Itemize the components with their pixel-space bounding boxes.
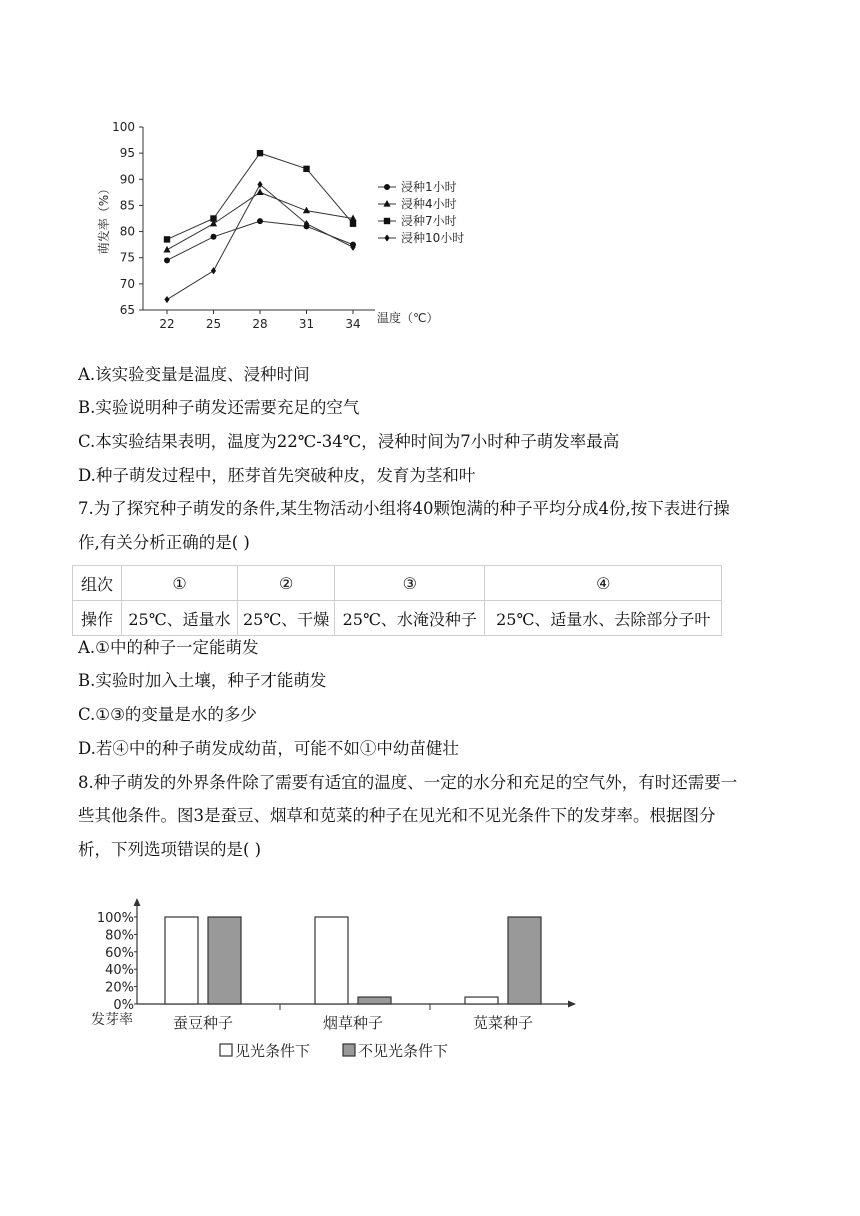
y-axis-label: 萌发率（%） xyxy=(97,182,111,255)
x-axis-label: 温度（℃） xyxy=(377,311,439,325)
y-tick-label: 90 xyxy=(119,172,135,187)
legend-swatch xyxy=(220,1044,232,1056)
y-tick-label: 65 xyxy=(119,303,135,317)
bar xyxy=(508,917,541,1004)
y-tick-label: 70 xyxy=(119,276,135,291)
table-cell: 25℃、适量水、去除部分子叶 xyxy=(485,601,722,636)
legend-label: 浸种1小时 xyxy=(401,180,457,194)
q8-stem-line1: 8.种子萌发的外界条件除了需要有适宜的温度、一定的水分和充足的空气外，有时还需要一 xyxy=(78,773,738,792)
x-axis-arrow xyxy=(568,1001,576,1008)
y-tick-label: 0% xyxy=(113,998,134,1013)
germination-bar-chart xyxy=(85,898,585,1070)
table-cell: ② xyxy=(238,566,335,601)
legend-swatch xyxy=(343,1044,355,1056)
series-1 xyxy=(164,218,356,263)
category-label: 苋菜种子 xyxy=(472,1014,534,1032)
data-point xyxy=(383,200,390,207)
data-point xyxy=(384,234,389,241)
table-cell: ① xyxy=(122,566,238,601)
germination-line-chart xyxy=(90,115,490,340)
series-3 xyxy=(164,150,356,243)
y-axis-arrow xyxy=(134,898,141,906)
bar xyxy=(165,917,198,1004)
q6-option-d: D.种子萌发过程中，胚芽首先突破种皮，发育为茎和叶 xyxy=(78,466,476,485)
x-tick-label: 34 xyxy=(345,317,361,331)
legend-label: 浸种10小时 xyxy=(401,231,465,245)
y-tick-label: 100% xyxy=(96,911,134,926)
data-point xyxy=(350,221,356,227)
q8-stem-line2: 些其他条件。图3是蚕豆、烟草和苋菜的种子在见光和不见光条件下的发芽率。根据图分 xyxy=(78,806,716,825)
table-cell: 操作 xyxy=(73,601,122,636)
q7-option-a: A.①中的种子一定能萌发 xyxy=(78,638,259,657)
y-tick-label: 60% xyxy=(105,945,134,961)
x-tick-label: 31 xyxy=(298,317,315,331)
table-cell: 25℃、适量水 xyxy=(122,601,238,636)
q6-option-a: A.该实验变量是温度、浸种时间 xyxy=(78,365,310,384)
y-tick-label: 75 xyxy=(119,250,135,265)
q6-option-c: C.本实验结果表明，温度为22℃-34℃，浸种时间为7小时种子萌发率最高 xyxy=(78,432,620,451)
bar xyxy=(315,917,348,1004)
y-tick-label: 80 xyxy=(119,224,135,239)
series-line xyxy=(167,185,353,300)
data-point xyxy=(211,234,217,240)
data-point xyxy=(164,257,170,263)
q7-option-b: B.实验时加入土壤，种子才能萌发 xyxy=(78,671,327,690)
data-point xyxy=(164,236,170,242)
legend-label: 浸种7小时 xyxy=(401,214,457,228)
table-row xyxy=(73,601,722,636)
y-tick-label: 40% xyxy=(105,963,134,979)
legend-label: 不见光条件下 xyxy=(358,1042,449,1060)
y-tick-label: 95 xyxy=(119,146,135,161)
y-axis-label: 发芽率 xyxy=(91,1012,133,1028)
q7-stem-line2: 作,有关分析正确的是( ) xyxy=(78,533,250,552)
x-tick-label: 22 xyxy=(159,317,175,331)
y-tick-label: 20% xyxy=(105,980,134,996)
data-point xyxy=(164,296,169,303)
y-tick-label: 100 xyxy=(112,120,135,134)
category-label: 蚕豆种子 xyxy=(172,1014,234,1032)
bar xyxy=(358,997,391,1004)
data-point xyxy=(257,150,263,156)
legend-label: 浸种4小时 xyxy=(401,197,457,211)
series-line xyxy=(167,153,353,239)
table-cell: 25℃、水淹没种子 xyxy=(335,601,485,636)
table-cell: ③ xyxy=(335,566,485,601)
y-tick-label: 85 xyxy=(119,198,135,213)
q7-option-d: D.若④中的种子萌发成幼苗，可能不如①中幼苗健壮 xyxy=(78,739,459,758)
q6-option-b: B.实验说明种子萌发还需要充足的空气 xyxy=(78,398,360,417)
series-4 xyxy=(164,181,355,303)
bar xyxy=(208,917,241,1004)
table-cell: 25℃、干燥 xyxy=(238,601,335,636)
q7-operation-table xyxy=(72,565,722,636)
table-row xyxy=(73,566,722,601)
q8-stem-line3: 析，下列选项错误的是( ) xyxy=(78,840,262,859)
data-point xyxy=(384,184,390,190)
data-point xyxy=(257,218,263,224)
data-point xyxy=(210,215,216,221)
legend-label: 见光条件下 xyxy=(235,1042,311,1060)
table-cell: 组次 xyxy=(73,566,122,601)
x-tick-label: 25 xyxy=(205,317,222,331)
data-point xyxy=(303,166,309,172)
table-cell: ④ xyxy=(485,566,722,601)
y-tick-label: 80% xyxy=(105,928,134,944)
data-point xyxy=(384,218,390,224)
q7-option-c: C.①③的变量是水的多少 xyxy=(78,705,257,724)
data-point xyxy=(163,246,170,253)
bar xyxy=(465,997,498,1004)
x-tick-label: 28 xyxy=(252,317,268,331)
category-label: 烟草种子 xyxy=(322,1014,384,1032)
q7-stem-line1: 7.为了探究种子萌发的条件,某生物活动小组将40颗饱满的种子平均分成4份,按下表进行操 xyxy=(78,499,730,518)
